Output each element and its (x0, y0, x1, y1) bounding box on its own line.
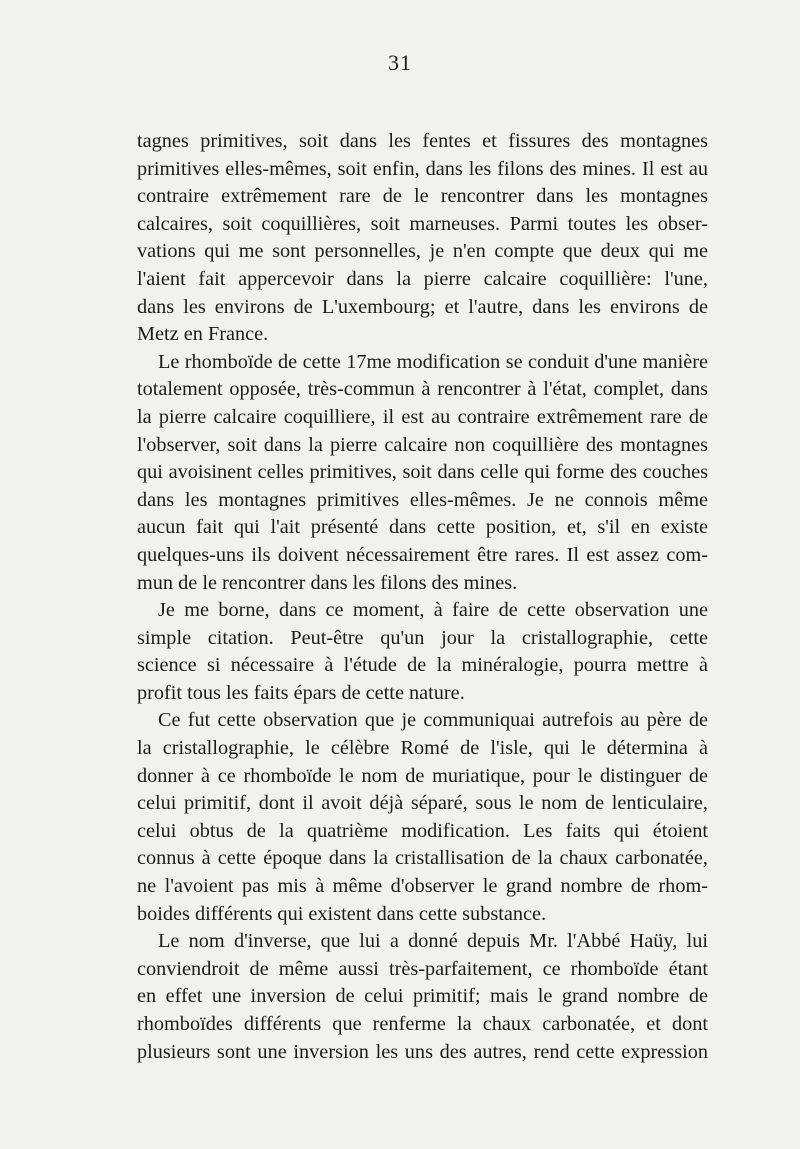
text-line: ne l'avoient pas mis à même d'observer le grand nombre de rhom- (137, 875, 708, 898)
paragraph-1 (137, 128, 708, 349)
text-line: quelques-uns ils doivent nécessairement être rares. Il est assez com- (137, 543, 708, 566)
text-line: celui obtus de la quatrième modification. Les faits qui étoient (137, 819, 708, 842)
text-line: tagnes primitives, soit dans les fentes et fissures des montagnes (137, 130, 708, 152)
text-line: Ce fut cette observation que je communiquai autrefois au père de (158, 709, 708, 732)
text-line: connus à cette époque dans la cristallisation de la chaux carbonatée, (137, 847, 708, 870)
page-number: 31 (388, 50, 412, 75)
text-line: aucun fait qui l'ait présenté dans cette position, et, s'il en existe (137, 516, 708, 539)
text-line: calcaires, soit coquillières, soit marneuses. Parmi toutes les obser- (137, 212, 708, 235)
text-line: profit tous les faits épars de cette nature. (137, 681, 465, 704)
text-line: l'aient fait appercevoir dans la pierre calcaire coquillière: l'une, (137, 267, 708, 290)
text-line: science si nécessaire à l'étude de la minéralogie, pourra mettre à (137, 654, 708, 677)
paragraph-3 (137, 597, 708, 707)
text-line: plusieurs sont une inversion les uns des autres, rend cette expression (137, 1040, 708, 1063)
text-line: la cristallographie, le célèbre Romé de l'isle, qui le détermina à (137, 737, 708, 760)
text-line: Le rhomboïde de cette 17me modification se conduit d'une manière (158, 350, 708, 373)
text-line: qui avoisinent celles primitives, soit dans celle qui forme des couches (137, 461, 708, 484)
text-line: primitives elles-mêmes, soit enfin, dans les filons des mines. Il est au (137, 157, 708, 180)
text-line: la pierre calcaire coquilliere, il est au contraire extrêmement rare de (137, 405, 708, 428)
text-line: dans les montagnes primitives elles-mêmes. Je ne connois même (137, 488, 708, 511)
paragraph-5 (137, 928, 708, 1066)
text-line: conviendroit de même aussi très-parfaitement, ce rhomboïde étant (137, 957, 708, 980)
text-line: Metz en France. (137, 323, 269, 346)
text-line: contraire extrêmement rare de le rencontrer dans les montagnes (137, 185, 708, 208)
text-line: Je me borne, dans ce moment, à faire de cette observation une (158, 599, 708, 622)
text-line: donner à ce rhomboïde le nom de muriatique, pour le distinguer de (137, 764, 708, 787)
body-text (137, 128, 708, 1066)
text-line: mun de le rencontrer dans les filons des mines. (137, 571, 518, 594)
text-line: rhomboïdes différents que renferme la chaux carbonatée, et dont (137, 1013, 708, 1035)
text-line: celui primitif, dont il avoit déjà séparé, sous le nom de lenticulaire, (137, 792, 708, 815)
text-line: Le nom d'inverse, que lui a donné depuis Mr. l'Abbé Haüy, lui (158, 930, 708, 953)
text-line: dans les environs de L'uxembourg; et l'autre, dans les environs de (137, 295, 708, 318)
text-line: vations qui me sont personnelles, je n'en compte que deux qui me (137, 240, 708, 263)
paragraph-2 (137, 349, 708, 597)
text-line: boides différents qui existent dans cette substance. (137, 902, 547, 925)
text-line: totalement opposée, très-commun à rencontrer à l'état, complet, dans (137, 378, 708, 401)
text-line: l'observer, soit dans la pierre calcaire non coquillière des montagnes (137, 433, 708, 456)
text-line: simple citation. Peut-être qu'un jour la cristallographie, cette (137, 626, 708, 649)
paragraph-4 (137, 707, 708, 928)
text-line: en effet une inversion de celui primitif; mais le grand nombre de (137, 985, 708, 1008)
